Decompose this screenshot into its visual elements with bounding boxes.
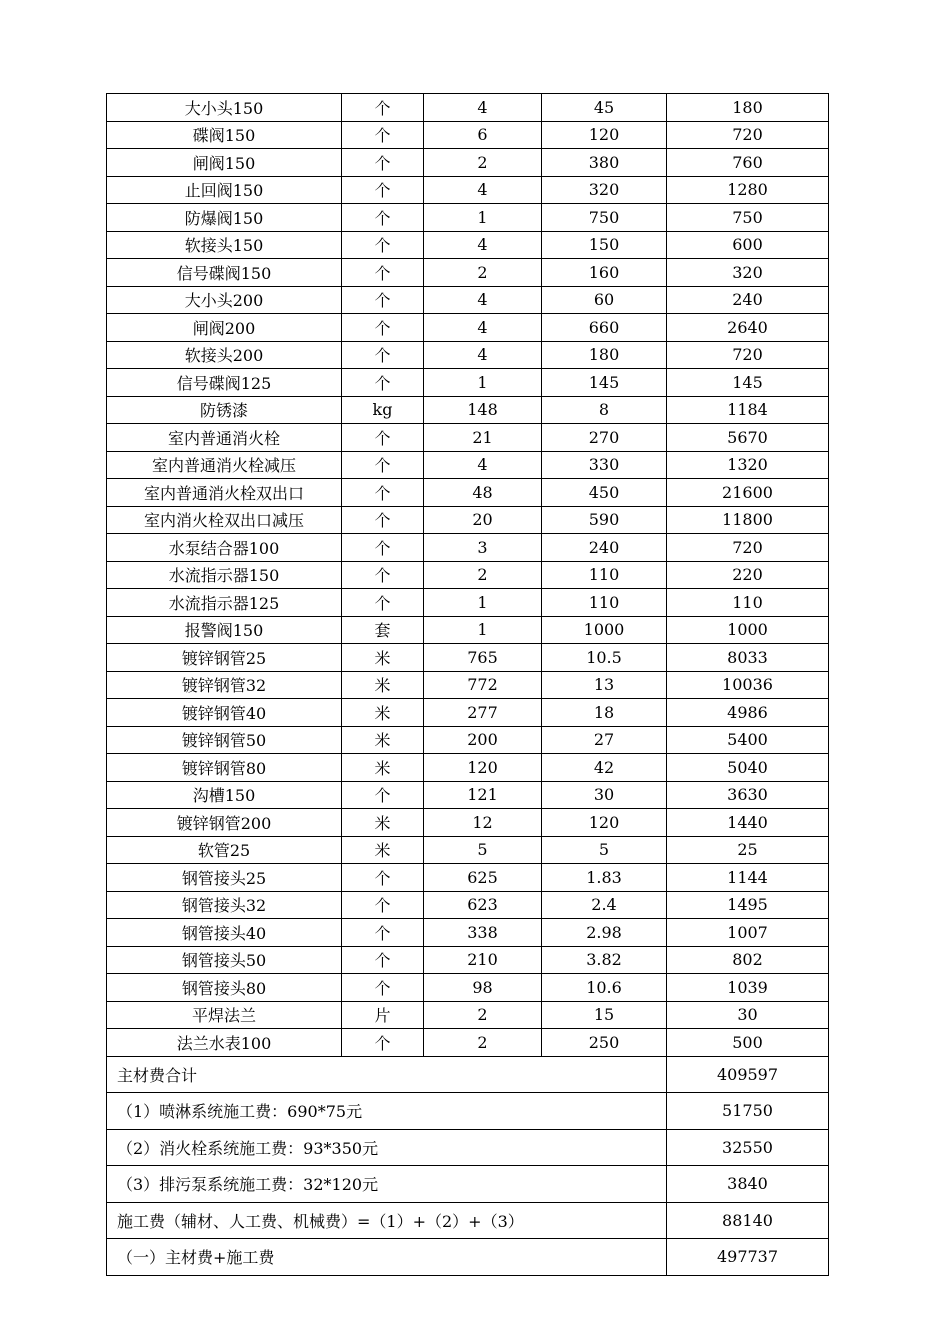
item-unit: 个: [342, 149, 424, 177]
item-unit-price: 13: [542, 671, 667, 699]
item-unit-price: 250: [542, 1029, 667, 1057]
item-unit-price: 160: [542, 259, 667, 287]
table-row: [107, 506, 829, 534]
item-qty: 4: [424, 451, 542, 479]
summary-amount: 51750: [667, 1093, 829, 1130]
item-qty: 2: [424, 1029, 542, 1057]
item-amount: 21600: [667, 479, 829, 507]
item-rows: [107, 94, 829, 1057]
item-qty: 2: [424, 149, 542, 177]
item-qty: 1: [424, 589, 542, 617]
item-unit: 个: [342, 94, 424, 122]
item-amount: 750: [667, 204, 829, 232]
table-row: [107, 891, 829, 919]
table-row: [107, 754, 829, 782]
item-amount: 110: [667, 589, 829, 617]
item-unit-price: 145: [542, 369, 667, 397]
summary-row-sprinkler-fee: [107, 1093, 829, 1130]
item-name: 止回阀150: [107, 176, 342, 204]
item-amount: 5040: [667, 754, 829, 782]
table-row: [107, 1029, 829, 1057]
item-unit-price: 18: [542, 699, 667, 727]
summary-label: （1）喷淋系统施工费：690*75元: [107, 1093, 667, 1130]
item-qty: 48: [424, 479, 542, 507]
item-unit-price: 1.83: [542, 864, 667, 892]
item-unit: 米: [342, 671, 424, 699]
item-unit: 个: [342, 231, 424, 259]
item-name: 钢管接头25: [107, 864, 342, 892]
table-row: [107, 259, 829, 287]
item-name: 室内普通消火栓: [107, 424, 342, 452]
table-row: [107, 396, 829, 424]
item-qty: 6: [424, 121, 542, 149]
item-name: 防锈漆: [107, 396, 342, 424]
item-unit-price: 10.6: [542, 974, 667, 1002]
item-name: 镀锌钢管40: [107, 699, 342, 727]
item-unit: 个: [342, 561, 424, 589]
summary-row-sewage-pump-fee: [107, 1166, 829, 1203]
table-row: [107, 314, 829, 342]
item-amount: 1440: [667, 809, 829, 837]
item-unit: 个: [342, 589, 424, 617]
table-row: [107, 286, 829, 314]
item-unit-price: 2.98: [542, 919, 667, 947]
item-name: 信号碟阀150: [107, 259, 342, 287]
item-name: 防爆阀150: [107, 204, 342, 232]
item-qty: 121: [424, 781, 542, 809]
item-unit: 套: [342, 616, 424, 644]
item-qty: 3: [424, 534, 542, 562]
item-qty: 1: [424, 369, 542, 397]
table-row: [107, 561, 829, 589]
item-name: 大小头150: [107, 94, 342, 122]
table-row: [107, 149, 829, 177]
item-name: 镀锌钢管25: [107, 644, 342, 672]
item-qty: 277: [424, 699, 542, 727]
item-qty: 772: [424, 671, 542, 699]
summary-amount: 88140: [667, 1202, 829, 1239]
table-row: [107, 836, 829, 864]
item-unit: 米: [342, 644, 424, 672]
item-qty: 200: [424, 726, 542, 754]
table-row: [107, 424, 829, 452]
item-qty: 12: [424, 809, 542, 837]
item-name: 室内普通消火栓双出口: [107, 479, 342, 507]
table-row: [107, 1001, 829, 1029]
item-qty: 4: [424, 314, 542, 342]
item-unit: 个: [342, 286, 424, 314]
table-row: [107, 726, 829, 754]
item-amount: 180: [667, 94, 829, 122]
item-unit-price: 120: [542, 809, 667, 837]
item-unit-price: 45: [542, 94, 667, 122]
item-qty: 21: [424, 424, 542, 452]
item-qty: 338: [424, 919, 542, 947]
item-unit-price: 240: [542, 534, 667, 562]
item-unit-price: 60: [542, 286, 667, 314]
item-amount: 1280: [667, 176, 829, 204]
item-unit: 个: [342, 204, 424, 232]
item-qty: 765: [424, 644, 542, 672]
item-qty: 210: [424, 946, 542, 974]
item-amount: 720: [667, 341, 829, 369]
table-row: [107, 699, 829, 727]
item-amount: 10036: [667, 671, 829, 699]
item-unit-price: 27: [542, 726, 667, 754]
item-name: 室内消火栓双出口减压: [107, 506, 342, 534]
item-qty: 98: [424, 974, 542, 1002]
table-row: [107, 534, 829, 562]
summary-amount: 497737: [667, 1239, 829, 1276]
item-qty: 4: [424, 94, 542, 122]
item-name: 平焊法兰: [107, 1001, 342, 1029]
item-unit: 米: [342, 809, 424, 837]
summary-label: （一）主材费+施工费: [107, 1239, 667, 1276]
table-row: [107, 781, 829, 809]
item-qty: 2: [424, 259, 542, 287]
item-name: 钢管接头40: [107, 919, 342, 947]
summary-label: 主材费合计: [107, 1056, 667, 1093]
item-unit-price: 3.82: [542, 946, 667, 974]
item-amount: 500: [667, 1029, 829, 1057]
item-unit: 个: [342, 506, 424, 534]
summary-amount: 32550: [667, 1129, 829, 1166]
item-unit-price: 330: [542, 451, 667, 479]
item-amount: 760: [667, 149, 829, 177]
item-name: 软接头200: [107, 341, 342, 369]
item-unit-price: 660: [542, 314, 667, 342]
item-unit-price: 590: [542, 506, 667, 534]
item-qty: 625: [424, 864, 542, 892]
item-unit-price: 450: [542, 479, 667, 507]
item-unit: 个: [342, 479, 424, 507]
table-row: [107, 589, 829, 617]
item-amount: 30: [667, 1001, 829, 1029]
item-qty: 148: [424, 396, 542, 424]
item-unit: 米: [342, 699, 424, 727]
item-unit: 米: [342, 836, 424, 864]
item-unit: 个: [342, 259, 424, 287]
item-amount: 5400: [667, 726, 829, 754]
item-qty: 120: [424, 754, 542, 782]
item-unit-price: 750: [542, 204, 667, 232]
table-row: [107, 94, 829, 122]
item-qty: 1: [424, 616, 542, 644]
table-row: [107, 176, 829, 204]
item-unit-price: 120: [542, 121, 667, 149]
item-qty: 623: [424, 891, 542, 919]
item-qty: 2: [424, 1001, 542, 1029]
summary-amount: 3840: [667, 1166, 829, 1203]
table-row: [107, 864, 829, 892]
item-unit: 个: [342, 974, 424, 1002]
item-name: 信号碟阀125: [107, 369, 342, 397]
summary-rows: [107, 1056, 829, 1275]
table-row: [107, 809, 829, 837]
item-amount: 802: [667, 946, 829, 974]
item-amount: 220: [667, 561, 829, 589]
item-name: 镀锌钢管80: [107, 754, 342, 782]
item-unit: 个: [342, 534, 424, 562]
item-unit-price: 2.4: [542, 891, 667, 919]
item-unit: 个: [342, 946, 424, 974]
item-unit: 个: [342, 891, 424, 919]
item-amount: 1000: [667, 616, 829, 644]
item-amount: 4986: [667, 699, 829, 727]
item-qty: 4: [424, 286, 542, 314]
item-amount: 1495: [667, 891, 829, 919]
item-unit-price: 270: [542, 424, 667, 452]
item-name: 软管25: [107, 836, 342, 864]
item-name: 水流指示器150: [107, 561, 342, 589]
table-row: [107, 341, 829, 369]
item-unit: 米: [342, 754, 424, 782]
item-name: 水流指示器125: [107, 589, 342, 617]
item-unit-price: 42: [542, 754, 667, 782]
item-amount: 720: [667, 121, 829, 149]
item-name: 钢管接头50: [107, 946, 342, 974]
summary-label: （3）排污泵系统施工费：32*120元: [107, 1166, 667, 1203]
item-unit: 米: [342, 726, 424, 754]
table-row: [107, 671, 829, 699]
item-amount: 1007: [667, 919, 829, 947]
table-row: [107, 479, 829, 507]
item-amount: 2640: [667, 314, 829, 342]
item-amount: 3630: [667, 781, 829, 809]
item-unit: 个: [342, 176, 424, 204]
item-unit-price: 180: [542, 341, 667, 369]
item-name: 闸阀200: [107, 314, 342, 342]
item-name: 法兰水表100: [107, 1029, 342, 1057]
item-qty: 4: [424, 341, 542, 369]
item-name: 大小头200: [107, 286, 342, 314]
summary-row-material-total: [107, 1056, 829, 1093]
item-name: 软接头150: [107, 231, 342, 259]
table-row: [107, 974, 829, 1002]
item-unit: 个: [342, 919, 424, 947]
item-unit: 个: [342, 424, 424, 452]
item-amount: 720: [667, 534, 829, 562]
item-qty: 4: [424, 231, 542, 259]
item-unit: 个: [342, 341, 424, 369]
table-row: [107, 946, 829, 974]
table-row: [107, 121, 829, 149]
item-unit: 个: [342, 369, 424, 397]
item-amount: 1320: [667, 451, 829, 479]
cost-table: [106, 93, 829, 1276]
item-amount: 240: [667, 286, 829, 314]
item-name: 镀锌钢管50: [107, 726, 342, 754]
summary-row-hydrant-fee: [107, 1129, 829, 1166]
item-unit: 个: [342, 864, 424, 892]
summary-amount: 409597: [667, 1056, 829, 1093]
table-row: [107, 616, 829, 644]
item-unit: 个: [342, 451, 424, 479]
item-qty: 20: [424, 506, 542, 534]
item-amount: 25: [667, 836, 829, 864]
item-unit-price: 1000: [542, 616, 667, 644]
item-amount: 5670: [667, 424, 829, 452]
item-name: 闸阀150: [107, 149, 342, 177]
item-qty: 2: [424, 561, 542, 589]
item-qty: 4: [424, 176, 542, 204]
item-name: 室内普通消火栓减压: [107, 451, 342, 479]
item-unit-price: 15: [542, 1001, 667, 1029]
item-unit-price: 110: [542, 561, 667, 589]
item-unit-price: 30: [542, 781, 667, 809]
item-amount: 1184: [667, 396, 829, 424]
item-name: 镀锌钢管32: [107, 671, 342, 699]
table-row: [107, 644, 829, 672]
item-unit-price: 5: [542, 836, 667, 864]
summary-row-construction-total: [107, 1202, 829, 1239]
item-amount: 1144: [667, 864, 829, 892]
item-unit: 个: [342, 121, 424, 149]
item-unit-price: 380: [542, 149, 667, 177]
item-name: 沟槽150: [107, 781, 342, 809]
item-name: 水泵结合器100: [107, 534, 342, 562]
summary-label: （2）消火栓系统施工费：93*350元: [107, 1129, 667, 1166]
item-amount: 1039: [667, 974, 829, 1002]
item-amount: 320: [667, 259, 829, 287]
item-unit-price: 110: [542, 589, 667, 617]
summary-label: 施工费（辅材、人工费、机械费）=（1）+（2）+（3）: [107, 1202, 667, 1239]
item-unit-price: 320: [542, 176, 667, 204]
table-row: [107, 919, 829, 947]
table-row: [107, 204, 829, 232]
item-name: 碟阀150: [107, 121, 342, 149]
item-qty: 5: [424, 836, 542, 864]
item-unit-price: 150: [542, 231, 667, 259]
item-unit: 个: [342, 314, 424, 342]
item-amount: 145: [667, 369, 829, 397]
summary-row-grand-total: [107, 1239, 829, 1276]
item-name: 钢管接头32: [107, 891, 342, 919]
item-amount: 11800: [667, 506, 829, 534]
item-amount: 600: [667, 231, 829, 259]
item-unit: 个: [342, 781, 424, 809]
item-unit: 片: [342, 1001, 424, 1029]
item-amount: 8033: [667, 644, 829, 672]
item-unit-price: 8: [542, 396, 667, 424]
item-name: 钢管接头80: [107, 974, 342, 1002]
item-name: 镀锌钢管200: [107, 809, 342, 837]
item-unit: 个: [342, 1029, 424, 1057]
item-unit-price: 10.5: [542, 644, 667, 672]
table-row: [107, 231, 829, 259]
item-qty: 1: [424, 204, 542, 232]
item-name: 报警阀150: [107, 616, 342, 644]
item-unit: kg: [342, 396, 424, 424]
table-row: [107, 451, 829, 479]
table-row: [107, 369, 829, 397]
